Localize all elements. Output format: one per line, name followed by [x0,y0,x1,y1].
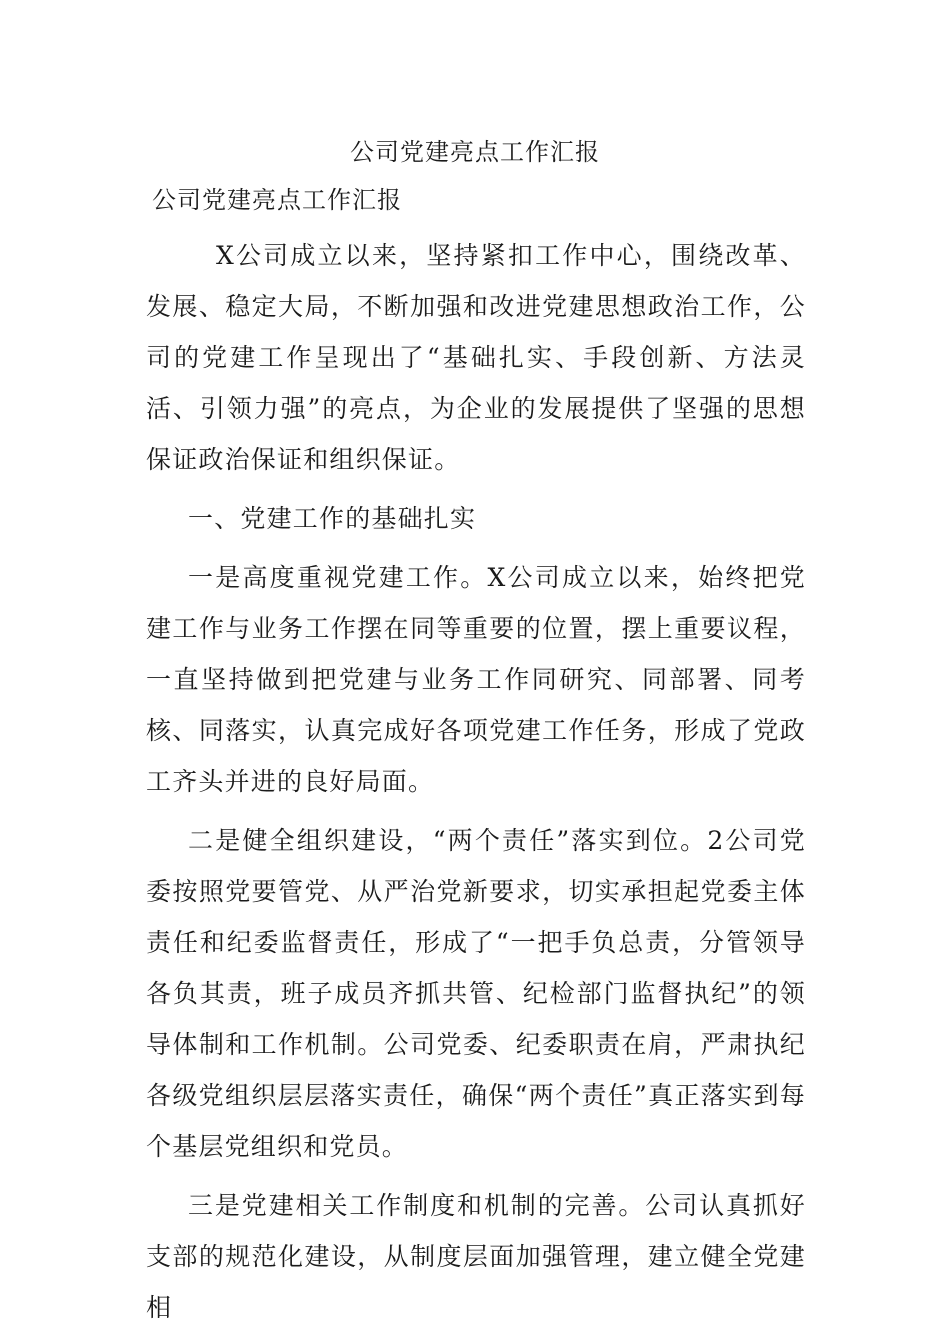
document-subtitle: 公司党建亮点工作汇报 [152,186,402,214]
paragraph-point-2: 二是健全组织建设，“两个责任”落实到位。2公司党委按照党要管党、从严治党新要求，切实承担起党委主体责任和纪委监督责任，形成了“一把手负总责，分管领导各负其责，班子成员齐抓共管、纪检部门监督执纪”的领导体制和工作机制。公司党委、纪委职责在肩，严肃执纪各级党组织层层落实责任，确保“两个责任”真正落实到每个基层党组织和党员。 [146,826,806,1161]
section-heading: 一、党建工作的基础扎实 [188,504,477,533]
paragraph-point-1: 一是高度重视党建工作。X公司成立以来，始终把党建工作与业务工作摆在同等重要的位置，摆上重要议程，一直坚持做到把党建与业务工作同研究、同部署、同考核、同落实，认真完成好各项党建工作任务，形成了党政工齐头并进的良好局面。 [146,563,806,796]
document-title: 公司党建亮点工作汇报 [350,138,600,166]
document-body [146,230,806,1333]
paragraph-intro: X公司成立以来，坚持紧扣工作中心，围绕改革、发展、稳定大局，不断加强和改进党建思想政治工作，公司的党建工作呈现出了“基础扎实、手段创新、方法灵活、引领力强”的亮点，为企业的发展提供了坚强的思想保证政治保证和组织保证。 [146,241,806,474]
paragraph-point-3: 三是党建相关工作制度和机制的完善。公司认真抓好支部的规范化建设，从制度层面加强管理，建立健全党建相 [146,1191,806,1322]
